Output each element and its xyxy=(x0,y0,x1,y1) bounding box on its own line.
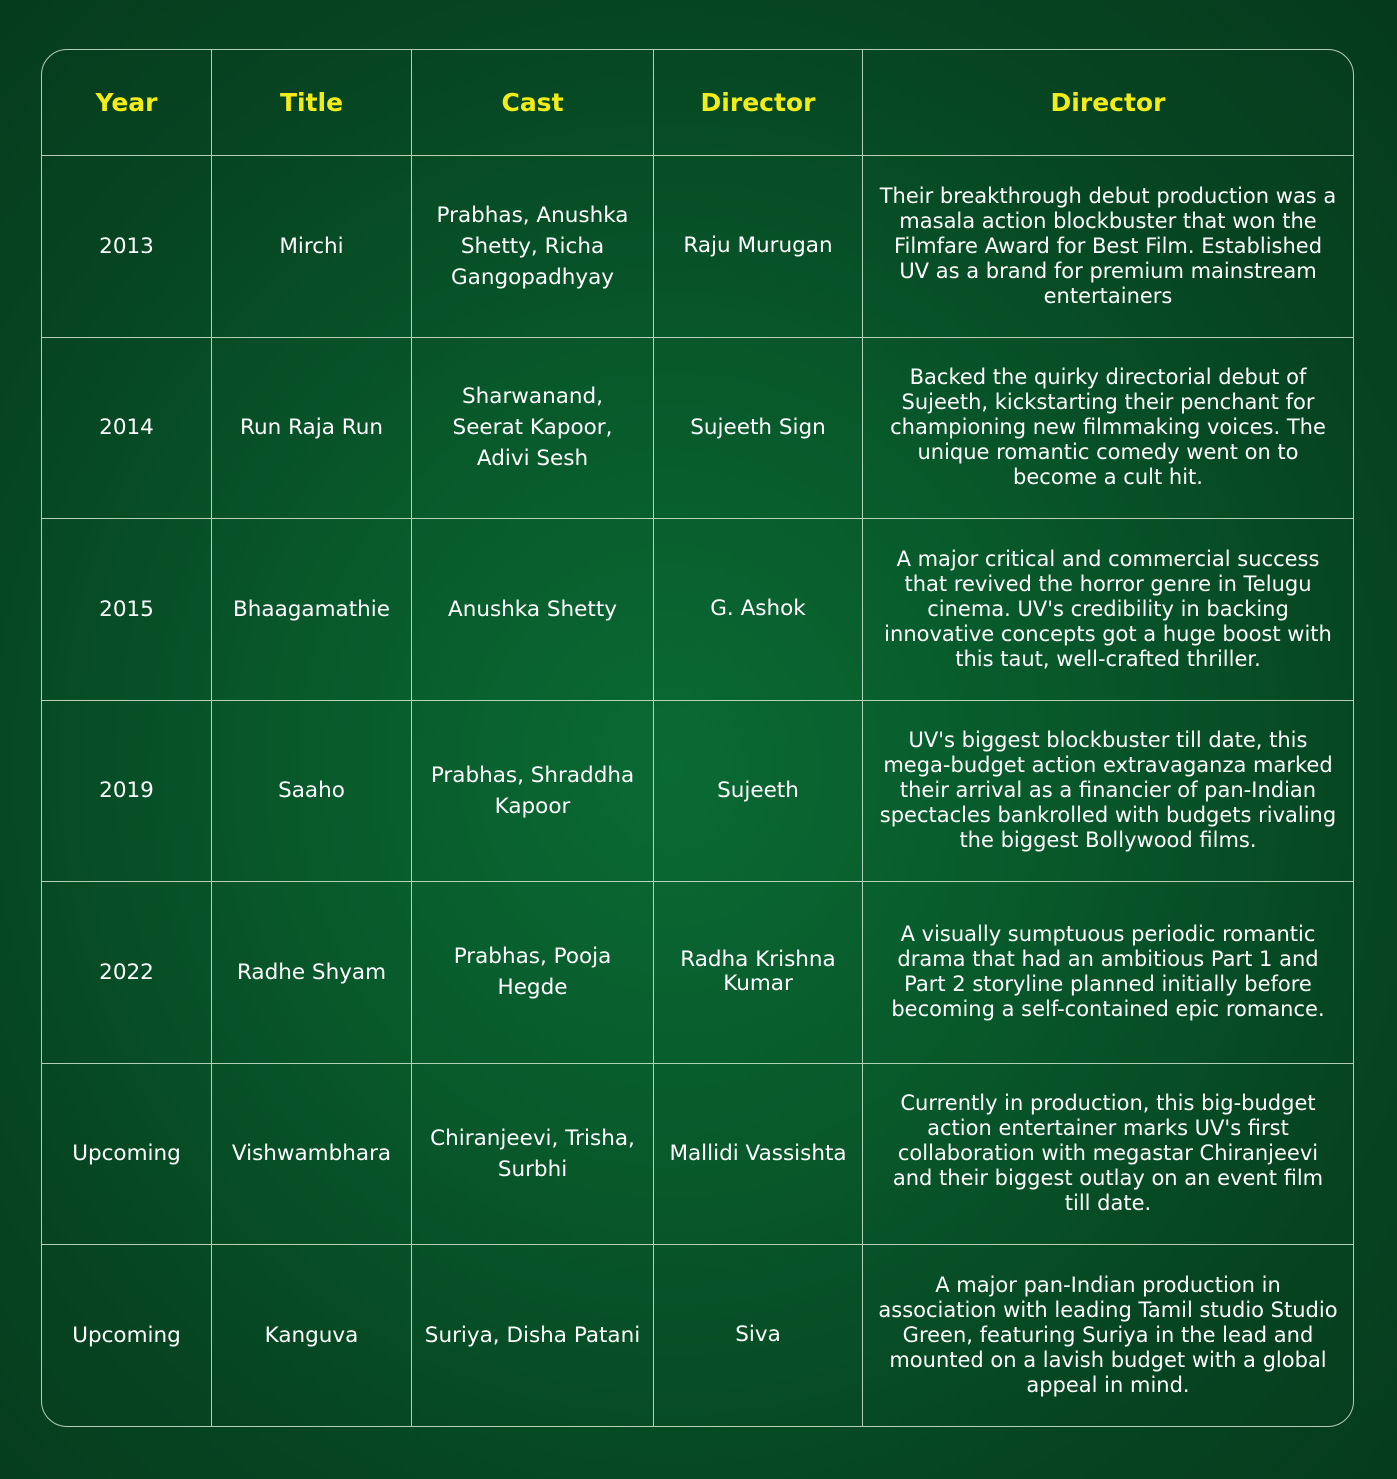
cell-director: G. Ashok xyxy=(653,519,862,700)
table-row xyxy=(42,700,1353,882)
cell-cast: Prabhas, Pooja Hegde xyxy=(411,882,653,1063)
cell-director: Siva xyxy=(653,1245,862,1426)
cell-cast: Suriya, Disha Patani xyxy=(411,1245,653,1426)
cell-year: Upcoming xyxy=(72,1141,181,1167)
header-director: Director xyxy=(653,50,862,155)
header-description: Director xyxy=(862,50,1353,155)
cell-year: 2014 xyxy=(99,415,154,441)
cell-description: UV's biggest blockbuster till date, this mega-budget action extravaganza marked their arrival as a financier of pan-Indian spectacles bankrolled with budgets rivaling the biggest Bollywood films. xyxy=(862,701,1353,882)
header-title: Title xyxy=(211,50,411,155)
cell-cast: Chiranjeevi, Trisha, Surbhi xyxy=(411,1064,653,1245)
cell-cast: Anushka Shetty xyxy=(411,519,653,700)
cell-title: Vishwambhara xyxy=(211,1064,411,1245)
table-row xyxy=(42,337,1353,519)
filmography-table xyxy=(41,49,1354,1427)
cell-year: 2019 xyxy=(99,778,154,804)
cell-year: 2015 xyxy=(99,596,154,622)
table-header-row xyxy=(42,50,1353,155)
cell-description: Currently in production, this big-budget action entertainer marks UV's first collaboration with megastar Chiranjeevi and their biggest outlay on an event film till date. xyxy=(862,1064,1353,1245)
table-row xyxy=(42,155,1353,337)
header-year: Year xyxy=(95,88,158,117)
cell-year: Upcoming xyxy=(72,1322,181,1348)
header-cast: Cast xyxy=(411,50,653,155)
cell-description: A major pan-Indian production in association with leading Tamil studio Studio Green, featuring Suriya in the lead and mounted on a lavish budget with a global appeal in mind. xyxy=(862,1245,1353,1426)
cell-description: A visually sumptuous periodic romantic drama that had an ambitious Part 1 and Part 2 storyline planned initially before becoming a self-contained epic romance. xyxy=(862,882,1353,1063)
cell-description: Their breakthrough debut production was a masala action blockbuster that won the Filmfare Award for Best Film. Established UV as a brand for premium mainstream entertainers xyxy=(862,156,1353,337)
cell-title: Radhe Shyam xyxy=(211,882,411,1063)
cell-director: Radha Krishna Kumar xyxy=(653,882,862,1063)
cell-description: A major critical and commercial success that revived the horror genre in Telugu cinema. UV's credibility in backing innovative concepts got a huge boost with this taut, well-crafted thriller. xyxy=(862,519,1353,700)
cell-year: 2022 xyxy=(99,959,154,985)
cell-director: Raju Murugan xyxy=(653,156,862,337)
cell-year: 2013 xyxy=(99,233,154,259)
table-row xyxy=(42,881,1353,1063)
table-row xyxy=(42,518,1353,700)
table-row xyxy=(42,1063,1353,1245)
table-row xyxy=(42,1244,1353,1426)
cell-title: Bhaagamathie xyxy=(211,519,411,700)
cell-cast: Sharwanand, Seerat Kapoor, Adivi Sesh xyxy=(411,338,653,519)
cell-director: Sujeeth xyxy=(653,701,862,882)
cell-title: Kanguva xyxy=(211,1245,411,1426)
cell-title: Saaho xyxy=(211,701,411,882)
cell-director: Sujeeth Sign xyxy=(653,338,862,519)
cell-description: Backed the quirky directorial debut of Sujeeth, kickstarting their penchant for championing new filmmaking voices. The unique romantic comedy went on to become a cult hit. xyxy=(862,338,1353,519)
cell-cast: Prabhas, Shraddha Kapoor xyxy=(411,701,653,882)
cell-title: Mirchi xyxy=(211,156,411,337)
cell-director: Mallidi Vassishta xyxy=(653,1064,862,1245)
cell-title: Run Raja Run xyxy=(211,338,411,519)
cell-cast: Prabhas, Anushka Shetty, Richa Gangopadhyay xyxy=(411,156,653,337)
